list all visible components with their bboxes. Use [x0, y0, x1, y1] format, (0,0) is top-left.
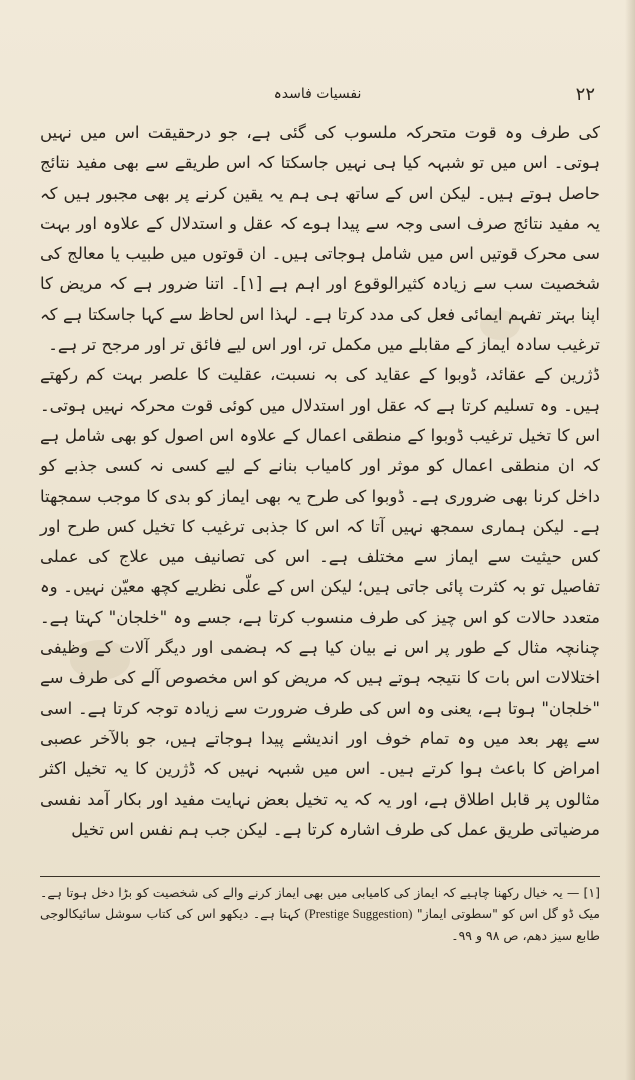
paragraph: کی طرف وہ قوت متحرکہ ملسوب کی گئی ہے، جو درحقیقت اس میں نہیں ہوتی۔ اس میں تو شبہہ کیا ہی نہیں جاسکتا کہ اس طریقے سے بھی مفید نتائج حاصل ہوتے ہیں۔ لیکن اس کے ساتھ ہی ہم یہ یقین کرنے پر بھی مجبور ہیں کہ یہ مفید نتائج صرف اسی وجہ سے پیدا ہوے کہ عقل و استدلال کے علاوہ اور بہت سی محرک قوتیں اس میں شامل ہوجاتی ہیں۔ ان قوتوں میں طبیب یا معالج کی شخصیت سب سے زیادہ کثیرالوقوع اور اہم ہے [۱]۔ اتنا ضرور ہے کہ مریض کا اپنا بہتر تفہم ایمائی فعل کی مدد کرتا ہے۔ لہذا اس لحاظ سے کہا جاسکتا ہے کہ ترغیب سادہ ایماز کے مقابلے میں مکمل تر، اور اس لیے فائق تر اور مرجح تر ہے۔ — [40, 123, 600, 355]
footnote-reference: کہتا ہے۔ دیکھو اس کی کتاب سوشل سائیکالوجی طابع سیز دھم، ص ۹۸ و ۹۹۔ — [40, 906, 600, 943]
footnote-text: [۱] — یہ خیال رکھنا چاہیے کہ ایماز کی کامیابی میں بھی ایماز کرنے والے کی شخصیت کو بڑا دخل ہوتا ہے۔ میک ڈو گل اس کو "سطوتی ایماز" — [40, 885, 600, 921]
footnote-latin-term: (Prestige Suggestion) — [304, 907, 413, 921]
footnote-separator — [40, 876, 600, 877]
paragraph: ڈژرین کے عقائد، ڈوبوا کے عقاید کی بہ نسبت، عقلیت کا علصر بہت کم رکھتے ہیں۔ وہ تسلیم کرتا ہے کہ عقل اور استدلال میں کوئی قوت محرکہ نہیں ہوتی۔ اس کا تخیل ترغیب ڈوبوا کے منطقی اعمال کے علاوہ اس اصول کو بھی شامل ہے کہ ان منطقی اعمال کو موثر اور کامیاب بنانے کے لیے کسی نہ کسی جذبے کو داخل کرنا بھی ضروری ہے۔ ڈوبوا کی طرح یہ بھی ایماز کو بدی کا موجب سمجھتا ہے۔ لیکن ہماری سمجھ نہیں آتا کہ اس کا جذبی ترغیب کا تخیل کس طرح اور کس حیثیت سے ایماز سے مختلف ہے۔ اس کی تصانیف میں علاج کی عملی تفاصیل تو بہ کثرت پائی جاتی ہیں؛ لیکن اس کے علّی نظریے کچھ معیّن نہیں۔ وہ متعدد حالات کو اس چیز کی طرف منسوب کرتا ہے، جسے وہ "خلجان" کہتا ہے۔ چنانچہ مثال کے طور پر اس نے بیان کیا ہے کہ ہضمی اور دیگر آلات کے وظیفی اختلالات اس بات کا نتیجہ ہوتے ہیں کہ مریض کو اس مخصوص آلے کی طرف سے "خلجان" ہوتا ہے، یعنی وہ اس کی طرف ضرورت سے زیادہ توجہ کرتا ہے۔ اسی سے پھر بعد میں وہ تمام خوف اور اندیشے پیدا ہوجاتے ہیں، جو بالآخر عصبی امراض کا باعث ہوا کرتے ہیں۔ اس میں شبہہ نہیں کہ ڈژرین کا یہ تخیل اکثر مثالوں پر قابل اطلاق ہے، اور یہ کہ یہ تخیل بعض نہایت مفید اور بکار آمد نفسی مرضیاتی طریق عمل کی طرف اشارہ کرتا ہے۔ لیکن جب ہم نفس اس تخیل — [40, 365, 600, 839]
page-header — [40, 84, 595, 110]
running-title: نفسیات فاسدہ — [273, 86, 362, 102]
page-edge-shadow — [625, 0, 635, 1080]
page-number: ۲۲ — [575, 84, 595, 105]
main-text — [40, 118, 600, 845]
footnote — [40, 882, 600, 946]
